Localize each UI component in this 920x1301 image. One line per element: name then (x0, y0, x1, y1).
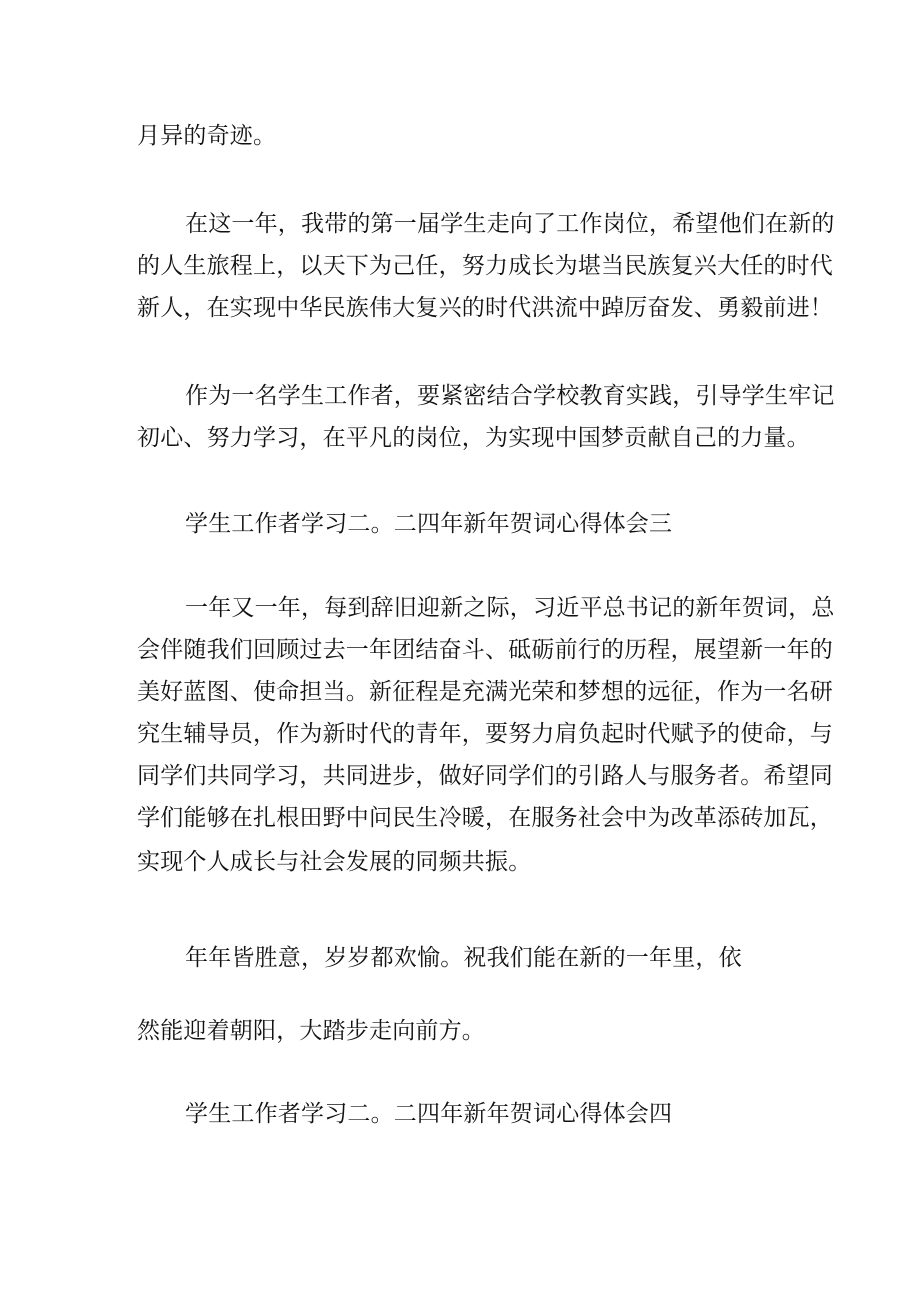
paragraph-line: 然能迎着朝阳，大踏步走向前方。 (137, 1018, 485, 1044)
paragraph-line: 美好蓝图、使命担当。新征程是充满光荣和梦想的远征，作为一名研 (137, 679, 833, 705)
paragraph-line: 新人，在实现中华民族伟大复兴的时代洪流中踔厉奋发、勇毅前进！ (137, 295, 833, 321)
paragraph-line: 学们能够在扎根田野中问民生冷暖，在服务社会中为改革添砖加瓦， (137, 805, 833, 831)
paragraph-line: 作为一名学生工作者，要紧密结合学校教育实践，引导学生牢记 (185, 383, 835, 409)
section-heading: 学生工作者学习二。二四年新年贺词心得体会四 (185, 1101, 673, 1127)
section-heading: 学生工作者学习二。二四年新年贺词心得体会三 (185, 511, 673, 537)
paragraph-line: 年年皆胜意，岁岁都欢愉。祝我们能在新的一年里，依 (185, 945, 742, 971)
paragraph-line: 初心、努力学习，在平凡的岗位，为实现中国梦贡献自己的力量。 (137, 425, 810, 451)
paragraph-line: 实现个人成长与社会发展的同频共振。 (137, 849, 532, 875)
paragraph-line: 会伴随我们回顾过去一年团结奋斗、砥砺前行的历程，展望新一年的 (137, 637, 833, 663)
paragraph-line: 的人生旅程上，以天下为己任，努力成长为堪当民族复兴大任的时代 (137, 253, 833, 279)
paragraph-line: 究生辅导员，作为新时代的青年，要努力肩负起时代赋予的使命，与 (137, 721, 833, 747)
paragraph-line: 同学们共同学习，共同进步，做好同学们的引路人与服务者。希望同 (137, 763, 833, 789)
paragraph-line: 一年又一年，每到辞旧迎新之际，习近平总书记的新年贺词，总 (185, 595, 835, 621)
paragraph-line: 在这一年，我带的第一届学生走向了工作岗位，希望他们在新的 (185, 211, 835, 237)
paragraph-line: 月异的奇迹。 (137, 123, 277, 149)
